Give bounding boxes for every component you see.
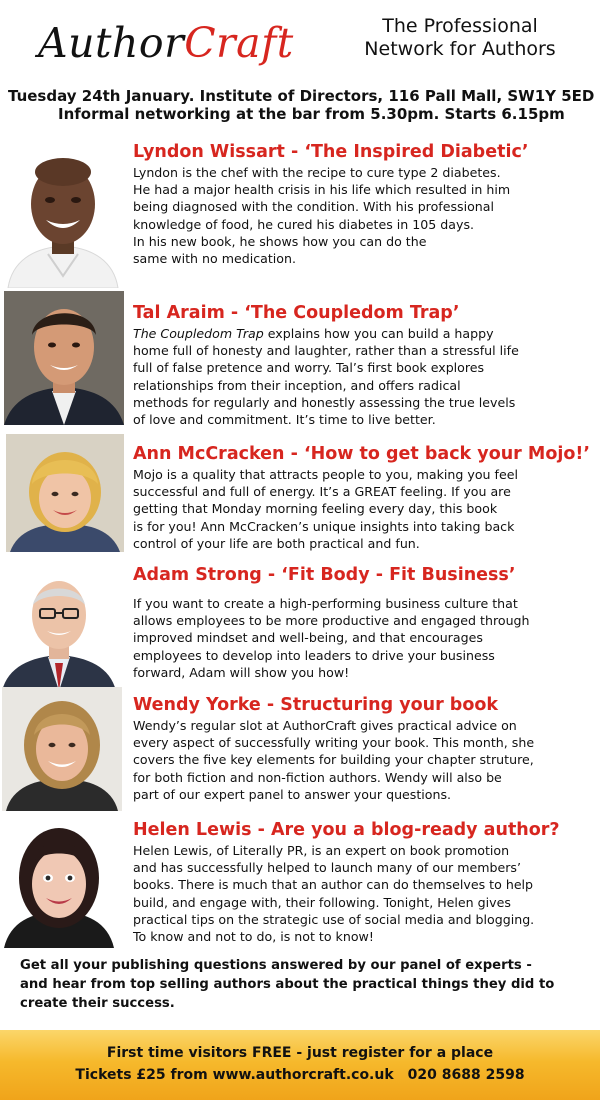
description-line: allows employees to be more productive and engaged through: [133, 613, 530, 629]
speaker-description: [133, 717, 595, 803]
speaker-text: [133, 301, 595, 428]
description-line: He had a major health crisis in his life which resulted in him: [133, 182, 511, 198]
speaker-text: [133, 818, 595, 945]
description-line: of love and commitment. It’s time to live better.: [133, 412, 436, 428]
book-title: The Coupledom Trap: [133, 326, 264, 341]
speaker-name: Lyndon Wissart - ‘The Inspired Diabetic’: [133, 142, 529, 162]
speaker-name: Ann McCracken - ‘How to get back your Mojo!’: [133, 444, 590, 464]
speaker-photo: [4, 291, 124, 425]
speaker-photo: [2, 567, 116, 691]
description-line: [133, 325, 595, 342]
tagline-line-1: The Professional: [382, 15, 538, 37]
description-line: knowledge of food, he cured his diabetes in 105 days.: [133, 216, 475, 232]
speaker-photo-image: [2, 567, 116, 691]
speaker-photo-image: [2, 687, 122, 811]
speaker-text: [133, 140, 595, 267]
speaker-description: [133, 164, 595, 267]
description-line: every aspect of successfully writing your book. This month, she: [133, 735, 535, 751]
description-line: home full of honesty and laughter, rather than a stressful life: [133, 343, 519, 359]
description-line: employees to develop into leaders to drive your business: [133, 647, 495, 663]
speaker-description: [133, 842, 595, 945]
speaker-photo-image: [2, 814, 116, 948]
closing-line: create their success.: [20, 996, 175, 1011]
logo-part-author: Author: [38, 19, 185, 67]
description-line: To know and not to do, is not to know!: [133, 929, 374, 945]
event-times: Informal networking at the bar from 5.30pm. Starts 6.15pm: [58, 105, 565, 123]
description-line: same with no medication.: [133, 251, 296, 267]
description-line: methods for regularly and honestly assessing the true levels: [133, 394, 516, 410]
phone-number: 020 8688 2598: [407, 1067, 525, 1083]
description-line: relationships from their inception, and offers radical: [133, 377, 461, 393]
description-line: successful and full of energy. It’s a GREAT feeling. If you are: [133, 484, 511, 500]
description-line: Mojo is a quality that attracts people to you, making you feel: [133, 467, 518, 482]
description-line: forward, Adam will show you how!: [133, 664, 350, 680]
speaker-photo: [2, 142, 124, 288]
free-visitors-note: First time visitors FREE - just register for a place: [106, 1045, 494, 1061]
description-line: practical tips on the strategic use of social media and blogging.: [133, 911, 535, 927]
description-line: being diagnosed with the condition. With his professional: [133, 199, 494, 215]
speaker-name: Adam Strong - ‘Fit Body - Fit Business’: [133, 565, 516, 585]
header: [0, 0, 600, 84]
description-line: Helen Lewis, of Literally PR, is an expert on book promotion: [133, 843, 510, 858]
speaker-photo: [6, 434, 124, 552]
tickets-info: Tickets £25 from www.authorcraft.co.uk: [75, 1067, 394, 1083]
description-line: improved mindset and well-being, and that encourages: [133, 630, 483, 646]
speaker-photo: [2, 687, 122, 811]
description-line: build, and engage with, their following. Tonight, Helen gives: [133, 894, 511, 910]
tagline: [325, 15, 595, 61]
speaker-photo: [2, 814, 116, 948]
speaker-photo-image: [6, 434, 124, 552]
logo-part-craft: Craft: [184, 19, 294, 67]
closing-message: [20, 956, 590, 1013]
description-line: and has successfully helped to launch many of our members’: [133, 860, 521, 876]
event-date-venue: Tuesday 24th January. Institute of Directors, 116 Pall Mall, SW1Y 5ED: [8, 87, 595, 105]
closing-line: and hear from top selling authors about the practical things they did to: [20, 977, 555, 992]
closing-line: Get all your publishing questions answered by our panel of experts -: [20, 958, 532, 973]
speaker-text: [133, 563, 595, 681]
speaker-photo-image: [4, 291, 124, 425]
description-line: If you want to create a high-performing business culture that: [133, 596, 518, 611]
speaker-photo-image: [2, 142, 124, 288]
speaker-description: [133, 595, 595, 681]
description-text: explains how you can build a happy: [263, 326, 494, 341]
description-line: In his new book, he shows how you can do the: [133, 233, 427, 249]
footer-band: [0, 1030, 600, 1100]
speaker-name: Helen Lewis - Are you a blog-ready author?: [133, 820, 560, 840]
speaker-description: [133, 325, 595, 428]
authorcraft-logo: [38, 12, 294, 74]
description-line: for both fiction and non-fiction authors. Wendy will also be: [133, 769, 502, 785]
speaker-name: Tal Araim - ‘The Coupledom Trap’: [133, 303, 460, 323]
speaker-description: [133, 466, 595, 552]
description-line: is for you! Ann McCracken’s unique insights into taking back: [133, 518, 515, 534]
description-line: covers the five key elements for building your chapter struture,: [133, 752, 534, 768]
description-line: getting that Monday morning feeling every day, this book: [133, 501, 498, 517]
tickets-line: [0, 1064, 600, 1086]
event-info: [0, 87, 600, 123]
description-line: full of false pretence and worry. Tal’s first book explores: [133, 360, 485, 376]
tagline-line-2: Network for Authors: [364, 38, 556, 60]
description-line: control of your life are both practical and fun.: [133, 535, 420, 551]
description-line: part of our expert panel to answer your questions.: [133, 786, 452, 802]
description-line: books. There is much that an author can do themselves to help: [133, 877, 534, 893]
description-line: Wendy’s regular slot at AuthorCraft gives practical advice on: [133, 718, 517, 733]
description-line: Lyndon is the chef with the recipe to cure type 2 diabetes.: [133, 165, 501, 180]
speaker-text: [133, 693, 595, 803]
speaker-name: Wendy Yorke - Structuring your book: [133, 695, 499, 715]
speaker-text: [133, 442, 595, 552]
